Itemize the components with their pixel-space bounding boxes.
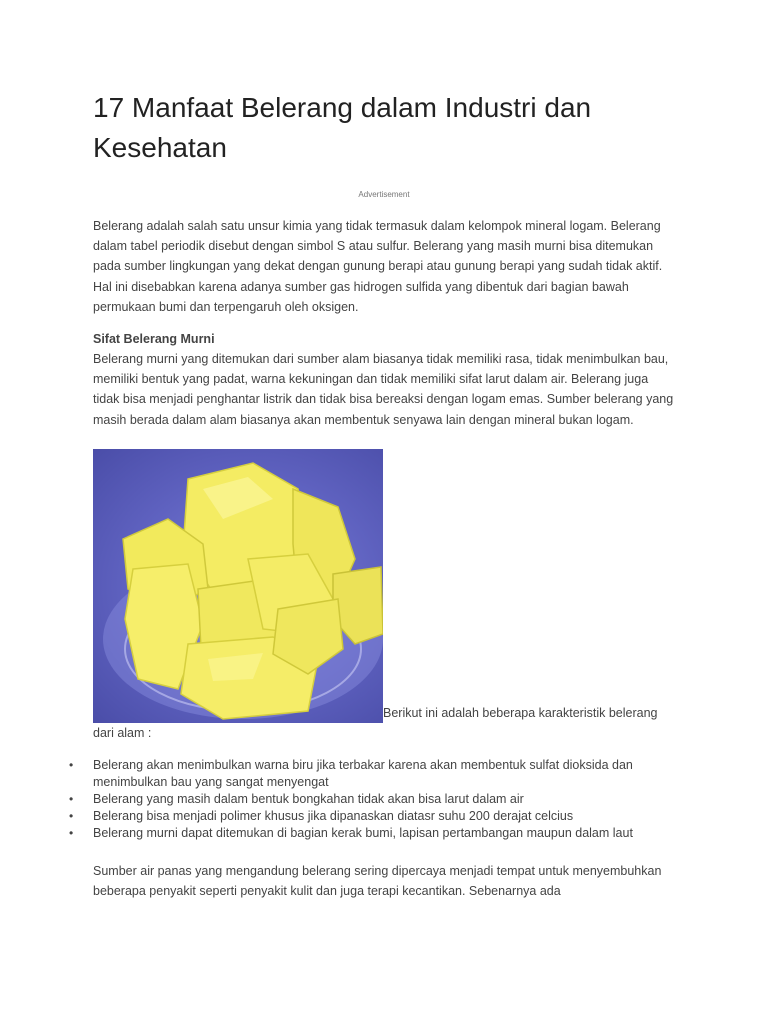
closing-paragraph: Sumber air panas yang mengandung belerang sering dipercaya menjadi tempat untuk menyembuhkan beberapa penyakit seperti penyakit kulit dan juga terapi kecantikan. Sebenarnya ada	[93, 863, 662, 899]
image-caption-start: Berikut ini adalah beberapa karakteristik belerang	[383, 705, 658, 720]
image-block	[93, 449, 675, 743]
list-item	[69, 757, 675, 791]
list-item-text: Belerang bisa menjadi polimer khusus jika dipanaskan diatasr suhu 200 derajat celcius	[93, 808, 574, 823]
intro-paragraph: Belerang adalah salah satu unsur kimia yang tidak termasuk dalam kelompok mineral logam. Belerang dalam tabel periodik disebut dengan simbol S atau sulfur. Belerang yang masih murni bisa ditemukan pada sumber lingkungan yang dekat dengan gunung berapi atau gunung berapi yang sudah tidak aktif. Hal ini disebabkan karena adanya sumber gas hidrogen sulfida yang dibentuk dari bagian bawah permukaan bumi dan terpengaruh oleh oksigen.	[93, 219, 663, 314]
bullet-icon: •	[69, 791, 74, 806]
list-item-text: Belerang akan menimbulkan warna biru jika terbakar karena akan membentuk sulfat dioksida dan menimbulkan bau yang sangat menyengat	[93, 757, 633, 789]
image-caption-end: dari alam :	[93, 725, 152, 740]
bullet-icon: •	[69, 808, 74, 823]
characteristics-list	[69, 757, 675, 842]
list-item	[69, 825, 675, 842]
list-item	[69, 791, 675, 808]
list-item	[69, 808, 675, 825]
bullet-icon: •	[69, 757, 74, 772]
sulfur-photo	[93, 449, 383, 723]
section-heading: Sifat Belerang Murni	[93, 332, 215, 347]
bullet-icon: •	[69, 825, 74, 840]
list-item-text: Belerang yang masih dalam bentuk bongkahan tidak akan bisa larut dalam air	[93, 791, 524, 806]
advertisement-label: Advertisement	[358, 190, 410, 199]
list-item-text: Belerang murni dapat ditemukan di bagian kerak bumi, lapisan pertambangan maupun dalam laut	[93, 825, 633, 840]
article	[69, 88, 675, 901]
article-title: 17 Manfaat Belerang dalam Industri dan Kesehatan	[93, 92, 592, 163]
section-paragraph: Belerang murni yang ditemukan dari sumber alam biasanya tidak memiliki rasa, tidak menimbulkan bau, memiliki bentuk yang padat, warna kekuningan dan tidak memiliki sifat larut dalam air. Belerang juga tidak bisa menjadi penghantar listrik dan tidak bisa bereaksi dengan logam emas. Sumber belerang yang masih berada dalam alam biasanya akan membentuk senyawa lain dengan mineral bukan logam.	[93, 352, 674, 427]
sulfur-rocks-illustration	[93, 449, 383, 723]
